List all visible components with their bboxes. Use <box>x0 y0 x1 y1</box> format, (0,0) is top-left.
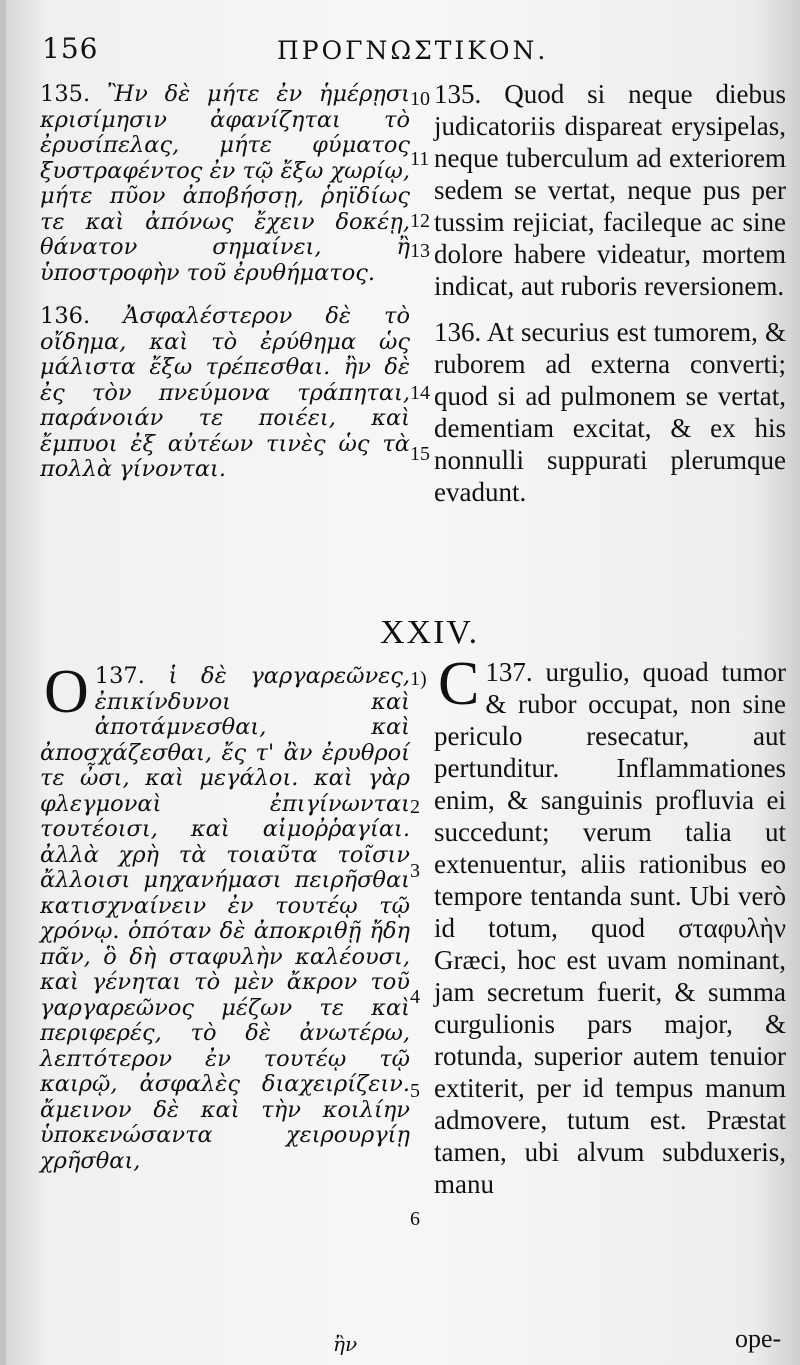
latin-column-upper <box>434 78 786 522</box>
margin-number: 2 <box>410 796 420 818</box>
latin-paragraph-136 <box>434 316 786 508</box>
greek-column-lower <box>40 658 410 1188</box>
margin-number: 6 <box>410 1208 420 1230</box>
latin-column-lower <box>434 650 787 1214</box>
margin-number: 10 <box>410 88 430 110</box>
page-header <box>42 30 760 70</box>
margin-number: 1) <box>410 668 427 690</box>
greek-paragraph-135 <box>40 82 410 286</box>
margin-number: 13 <box>410 240 430 262</box>
latin-paragraph-135 <box>434 78 786 302</box>
paragraph-text: Quod si neque diebus judicatoriis dispareat erysipelas, neque tuberculum ad exteriorem sedem se vertat, neque pus per tussim rejiciat, facileque ac sine dolore habere videatur, mortem indicat, aut ruboris reversionem. <box>434 79 787 301</box>
section-heading: XXIV. <box>380 614 480 651</box>
margin-number: 14 <box>410 382 430 404</box>
paragraph-number: 137. <box>485 657 533 687</box>
margin-number: 11 <box>410 148 430 170</box>
running-title: ΠΡΟΓΝΩΣΤΙΚΟΝ. <box>277 36 549 65</box>
margin-number: 4 <box>410 986 420 1008</box>
paragraph-text: Ἀσφαλέστερον δὲ τὸ οἴδημα, καὶ τὸ ἐρύθημα ὡς μάλιστα ἔξω τρέπεσθαι. ἢν δὲ ἐς τὸν πνεύμονα τράπηται, παράνοιάν τε ποιέει, καὶ ἔμπυοι ἐξ αὐτέων τινὲς ὡς τὰ πολλὰ γίνονται. <box>40 303 411 482</box>
paragraph-text: At securius est tumorem, & ruborem ad externa converti; quod si ad pulmonem se vertat, dementiam excitat, & ex his nonnulli suppurati plerumque evadunt. <box>434 317 786 507</box>
paragraph-text: Ἢν δὲ μήτε ἐν ἡμέρῃσι κρισίμησιν ἀφανίζηται τὸ ἐρυσίπελας, μήτε φύματος ξυστραφέντος ἐν τῷ ἔξω χωρίῳ, μήτε πῦον ἀποβήσσῃ, ῥηϊδίως τε καὶ ἀπόνως ἔχειν δοκέῃ, θάνατον σημαίνει, ἢ ὑποστροφὴν τοῦ ἐρυθήματος. <box>40 81 410 286</box>
paragraph-text: ἱ δὲ γαργαρεῶνες, ἐπικίνδυνοι καὶ ἀποτάμνεσθαι, καὶ ἀποσχάζεσθαι, ἔς τ' ἂν ἐρυθροί τε ὦσι, καὶ μεγάλοι. καὶ γὰρ φλεγμοναὶ ἐπιγίνωνται τουτέοισι, καὶ αἱμοῤῥαγίαι. ἀλλὰ χρὴ τὰ τοιαῦτα τοῖσιν ἄλλοισι μηχανήμασι πειρῆσθαι κατισχναίνειν ἐν τουτέῳ τῷ χρόνῳ. ὁπόταν δὲ ἀποκριθῇ ἤδη πᾶν, ὃ δὴ σταφυλὴν καλέουσι, καὶ γένηται τὸ μὲν ἄκρον τοῦ γαργαρεῶνος μέζων τε καὶ περιφερές, τὸ δὲ ἀνωτέρω, λεπτότερον ἐν τουτέῳ τῷ καιρῷ, ἀσφαλὲς διαχειρίζειν. ἄμεινον δὲ καὶ τὴν κοιλίην ὑποκενώσαντα χειρουργίῃ χρῆσθαι, <box>40 663 410 1174</box>
latin-paragraph-137 <box>434 650 787 1200</box>
margin-number: 3 <box>410 860 420 882</box>
paragraph-number: 136. <box>434 317 482 347</box>
paragraph-number: 135. <box>434 79 482 109</box>
margin-number: 12 <box>410 210 430 232</box>
drop-capital: C <box>438 650 480 718</box>
greek-column-upper <box>40 82 410 497</box>
paragraph-text: urgulio, quoad tumor & rubor occupat, non sine periculo resecatur, aut pertunditur. Inflammationes enim, & sanguinis profluvia ei succedunt; verum talia ut extenuentur, aliis rationibus eo tempore tentanda sunt. Ubi verò id totum, quod σταφυλὴν Græci, hoc est uvam nominant, jam secretum fuerit, & summa curgulionis pars major, & rotunda, superior autem tenuior extiterit, per id tempus manum admovere, tutum est. Præstat tamen, ubi alvum subduxeris, manu <box>434 657 787 1199</box>
latin-catchword: ope- <box>735 1324 782 1353</box>
greek-catchword: ἢν <box>333 1332 358 1356</box>
greek-paragraph-136 <box>40 304 410 483</box>
margin-number: 5 <box>410 1080 420 1102</box>
page-number: 156 <box>42 32 99 65</box>
paragraph-number: 137. <box>94 663 145 689</box>
paragraph-number: 136. <box>40 303 91 329</box>
page-edge-shadow <box>0 0 6 1365</box>
margin-number: 15 <box>410 443 430 465</box>
drop-capital: O <box>44 658 89 726</box>
paragraph-number: 135. <box>40 81 91 107</box>
greek-paragraph-137 <box>40 658 410 1174</box>
